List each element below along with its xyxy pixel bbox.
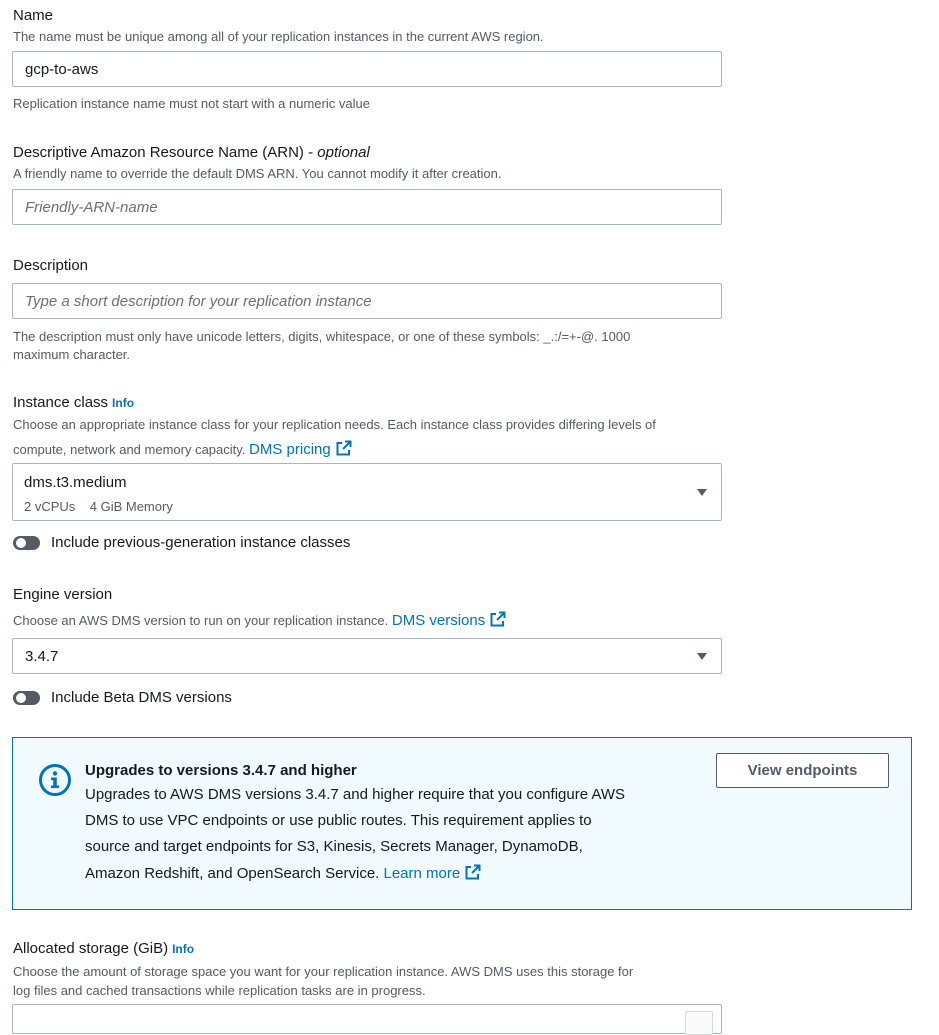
engine-version-selected: 3.4.7: [25, 647, 59, 665]
storage-stepper[interactable]: [685, 1011, 713, 1035]
allocated-storage-label: [13, 940, 194, 957]
beta-versions-toggle-label: Include Beta DMS versions: [51, 689, 232, 706]
instance-class-selected: dms.t3.medium: [24, 474, 127, 491]
instance-class-label: [13, 394, 134, 411]
dms-versions-link-text: DMS versions: [391, 612, 486, 629]
chevron-down-icon: [697, 653, 707, 660]
instance-class-vcpus: 2 vCPUs: [24, 499, 76, 514]
allocated-storage-input[interactable]: [12, 1004, 722, 1034]
engine-version-description-text: Choose an AWS DMS version to run on your replication instance.: [13, 613, 389, 628]
allocated-storage-label-text: Allocated storage (GiB): [13, 940, 169, 957]
view-endpoints-button[interactable]: View endpoints: [716, 753, 889, 788]
alert-line3: source and target endpoints for S3, Kinesis, Secrets Manager, DynamoDB,: [85, 838, 583, 855]
instance-class-description-line2: [13, 440, 352, 460]
previous-generation-toggle[interactable]: [13, 536, 40, 550]
external-link-icon: [336, 440, 352, 460]
dms-versions-link[interactable]: [392, 612, 506, 629]
dms-pricing-link[interactable]: [249, 441, 352, 458]
alert-line4-text: Amazon Redshift, and OpenSearch Service.: [85, 865, 380, 882]
name-label: Name: [13, 7, 54, 24]
engine-version-select[interactable]: [12, 638, 722, 674]
learn-more-link[interactable]: [384, 865, 482, 882]
engine-version-label: Engine version: [13, 586, 113, 603]
description-constraint-line2: maximum character.: [13, 347, 131, 362]
alert-line2: DMS to use VPC endpoints or use public routes. This requirement applies to: [85, 812, 592, 829]
instance-class-info-link[interactable]: Info: [112, 396, 135, 410]
instance-class-memory: 4 GiB Memory: [89, 499, 173, 514]
learn-more-link-text: Learn more: [383, 865, 461, 882]
instance-class-specs: [24, 499, 173, 514]
arn-label-text: Descriptive Amazon Resource Name (ARN) -: [13, 144, 318, 161]
arn-description: A friendly name to override the default DMS ARN. You cannot modify it after creation.: [13, 166, 502, 181]
arn-label: [13, 144, 370, 161]
description-label: Description: [13, 257, 89, 274]
external-link-icon: [465, 864, 481, 884]
description-input-placeholder: Type a short description for your replication instance: [25, 292, 372, 310]
beta-versions-toggle[interactable]: [13, 691, 40, 705]
alert-line1: Upgrades to AWS DMS versions 3.4.7 and higher require that you configure AWS: [85, 786, 625, 803]
instance-class-label-text: Instance class: [13, 394, 109, 411]
dms-pricing-link-text: DMS pricing: [249, 441, 331, 458]
alert-line4: [85, 864, 481, 884]
previous-generation-toggle-label: Include previous-generation instance classes: [51, 534, 351, 551]
chevron-down-icon: [697, 489, 707, 496]
alert-title: Upgrades to versions 3.4.7 and higher: [85, 762, 357, 779]
arn-input[interactable]: [12, 189, 722, 225]
arn-input-placeholder: Friendly-ARN-name: [25, 198, 158, 216]
arn-optional: optional: [317, 144, 370, 161]
info-circle-icon: [38, 763, 72, 802]
instance-class-description-line1: Choose an appropriate instance class for your replication needs. Each instance class provides differing levels of: [13, 417, 656, 432]
name-input-value: gcp-to-aws: [25, 60, 99, 78]
engine-version-description: [13, 611, 506, 631]
description-input[interactable]: [12, 283, 722, 319]
allocated-storage-description-line1: Choose the amount of storage space you want for your replication instance. AWS DMS uses this storage for: [13, 964, 634, 979]
name-input[interactable]: [12, 51, 722, 87]
allocated-storage-description-line2: log files and cached transactions while replication tasks are in progress.: [13, 983, 426, 998]
upgrade-info-alert: [12, 737, 912, 910]
name-constraint: Replication instance name must not start with a numeric value: [13, 96, 370, 111]
external-link-icon: [490, 611, 506, 631]
allocated-storage-info-link[interactable]: Info: [172, 942, 195, 956]
instance-class-description-text: compute, network and memory capacity.: [13, 442, 246, 457]
name-description: The name must be unique among all of your replication instances in the current AWS region.: [13, 29, 544, 44]
description-constraint-line1: The description must only have unicode letters, digits, whitespace, or one of these symbols: _.:/=+-@. 1000: [13, 329, 631, 344]
instance-class-select[interactable]: [12, 463, 722, 521]
